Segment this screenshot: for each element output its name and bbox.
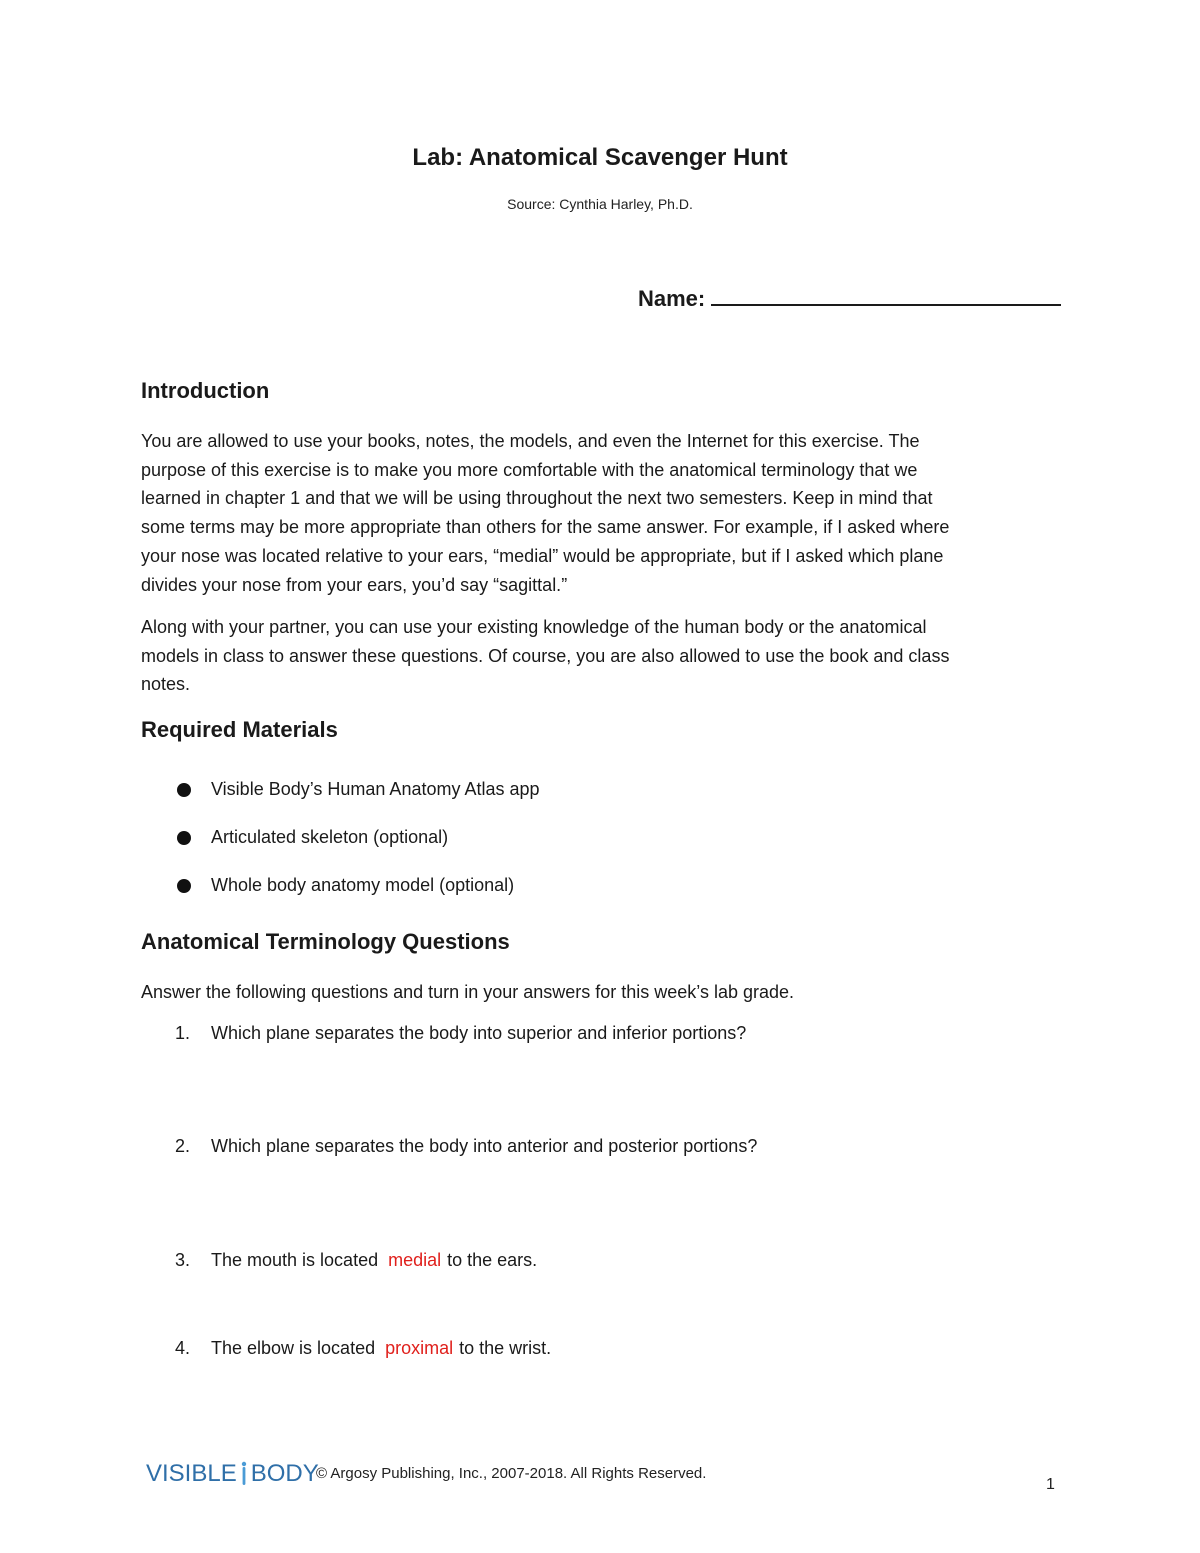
question-text: Which plane separates the body into superior and inferior portions? xyxy=(211,1023,747,1043)
question-number: 4. xyxy=(175,1338,191,1358)
list-item xyxy=(177,779,540,800)
visible-body-logo xyxy=(146,1460,319,1488)
question-number: 1. xyxy=(175,1023,191,1043)
introduction-paragraph-1 xyxy=(141,427,1061,599)
bullet-icon xyxy=(177,783,191,797)
question-text-after: to the ears. xyxy=(447,1250,538,1270)
intro-line: learned in chapter 1 and that we will be using throughout the next two semesters. Keep in mind that xyxy=(141,488,933,509)
bullet-icon xyxy=(177,831,191,845)
list-item xyxy=(177,827,448,848)
introduction-heading: Introduction xyxy=(141,378,270,403)
answer-text: proximal xyxy=(385,1338,454,1358)
intro-line: your nose was located relative to your ears, “medial” would be appropriate, but if I asked which plane xyxy=(141,545,944,566)
question-item xyxy=(175,1338,551,1359)
logo-text-left: VISIBLE xyxy=(146,1460,237,1487)
human-figure-icon xyxy=(240,1461,248,1487)
copyright-notice: © Argosy Publishing, Inc., 2007-2018. All Rights Reserved. xyxy=(316,1465,707,1482)
material-label: Whole body anatomy model (optional) xyxy=(211,875,515,895)
answer-text: medial xyxy=(388,1250,442,1270)
question-number: 2. xyxy=(175,1136,191,1156)
logo-text-right: BODY xyxy=(250,1460,319,1487)
intro-line: You are allowed to use your books, notes, the models, and even the Internet for this exercise. The xyxy=(141,431,920,451)
question-item xyxy=(175,1136,757,1157)
material-label: Visible Body’s Human Anatomy Atlas app xyxy=(211,779,540,799)
introduction-paragraph-2 xyxy=(141,613,1061,699)
material-label: Articulated skeleton (optional) xyxy=(211,827,449,847)
intro-line: Along with your partner, you can use your existing knowledge of the human body or the anatomical xyxy=(141,617,927,637)
question-text-before: The elbow is located xyxy=(211,1338,376,1358)
bullet-icon xyxy=(177,879,191,893)
source-line: Source: Cynthia Harley, Ph.D. xyxy=(507,196,693,212)
question-item xyxy=(175,1023,746,1044)
questions-instructions: Answer the following questions and turn in your answers for this week’s lab grade. xyxy=(141,982,795,1002)
list-item xyxy=(177,875,514,896)
intro-line: models in class to answer these questions. Of course, you are also allowed to use the book and class xyxy=(141,645,950,666)
intro-line: notes. xyxy=(141,674,191,695)
page-title: Lab: Anatomical Scavenger Hunt xyxy=(412,144,788,171)
question-text-before: The mouth is located xyxy=(211,1250,379,1270)
page-number: 1 xyxy=(1046,1476,1055,1493)
question-number: 3. xyxy=(175,1250,191,1270)
name-blank-line[interactable] xyxy=(711,284,1061,306)
intro-line: some terms may be more appropriate than others for the same answer. For example, if I asked where xyxy=(141,517,950,538)
materials-heading: Required Materials xyxy=(141,717,338,742)
intro-line: divides your nose from your ears, you’d say “sagittal.” xyxy=(141,574,568,595)
name-field xyxy=(638,284,1061,312)
question-text: Which plane separates the body into anterior and posterior portions? xyxy=(211,1136,758,1156)
name-label: Name: xyxy=(638,286,706,311)
questions-heading: Anatomical Terminology Questions xyxy=(141,929,510,954)
question-text-after: to the wrist. xyxy=(459,1338,552,1358)
question-item xyxy=(175,1250,537,1271)
intro-line: purpose of this exercise is to make you more comfortable with the anatomical terminology that we xyxy=(141,459,918,480)
